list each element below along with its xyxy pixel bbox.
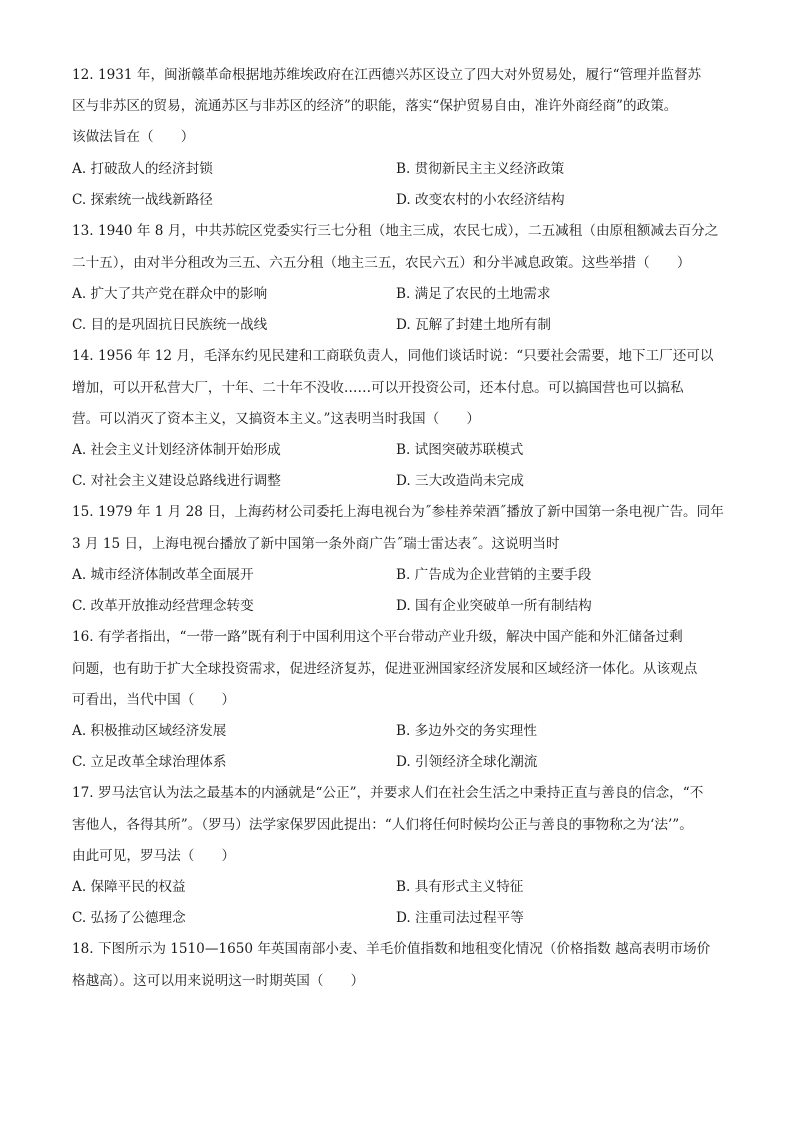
question-12-option-a: A. 打破敌人的经济封锁 [72,161,213,177]
question-14-option-a: A. 社会主义计划经济体制开始形成 [72,442,281,458]
question-13-option-b: B. 满足了农民的土地需求 [396,286,551,302]
question-14-option-d: D. 三大改造尚未完成 [396,473,524,489]
question-16-option-a: A. 积极推动区域经济发展 [72,723,227,739]
question-12-option-b: B. 贯彻新民主主义经济政策 [396,161,565,177]
question-12-line-2: 区与非苏区的贸易，流通苏区与非苏区的经济”的职能，落实“保护贸易自由，准许外商经商”的政策。 [72,98,678,114]
question-18-line-1: 18. 下图所示为 1510—1650 年英国南部小麦、羊毛价值指数和地租变化情况（价格指数 越高表明市场价 [72,941,711,957]
question-13-option-a: A. 扩大了共产党在群众中的影响 [72,286,268,302]
question-13-option-c: C. 目的是巩固抗日民族统一战线 [72,317,268,333]
question-13-option-d: D. 瓦解了封建土地所有制 [396,317,551,333]
question-14-line-2: 增加，可以开私营大厂，十年、二十年不没收……可以开投资公司，还本付息。可以搞国营也可以搞私 [72,380,684,396]
question-13-line-2: 二十五），由对半分租改为三五、六五分租（地主三五，农民六五）和分半减息政策。这些举措（ ） [72,255,691,271]
question-14-option-c: C. 对社会主义建设总路线进行调整 [72,473,281,489]
question-16-option-d: D. 引领经济全球化潮流 [396,754,538,770]
question-13-line-1: 13. 1940 年 8 月，中共苏皖区党委实行三七分租（地主三成，农民七成），二五减租（由原租额减去百分之 [72,223,719,239]
question-16-option-b: B. 多边外交的务实理性 [396,723,537,739]
question-15-line-2: 3 月 15 日，上海电视台播放了新中国第一条外商广告˝瑞士雷达表˝。这说明当时 [72,536,560,552]
question-18-line-2: 格越高）。这可以用来说明这一时期英国（ ） [72,973,365,989]
question-15-option-c: C. 改革开放推动经营理念转变 [72,598,254,614]
question-17-line-1: 17. 罗马法官认为法之最基本的内涵就是“公正”，并要求人们在社会生活之中秉持正直与善良的信念，“不 [72,785,704,801]
question-14-line-1: 14. 1956 年 12 月，毛泽东约见民建和工商联负责人，同他们谈话时说：“只要社会需要，地下工厂还可以 [72,348,714,364]
question-17-line-3: 由此可见，罗马法（ ） [72,848,236,864]
question-12-option-c: C. 探索统一战线新路径 [72,192,213,208]
question-17-option-c: C. 弘扬了公德理念 [72,910,186,926]
question-12-option-d: D. 改变农村的小农经济结构 [396,192,565,208]
question-17-option-d: D. 注重司法过程平等 [396,910,524,926]
question-16-line-3: 可看出，当代中国（ ） [72,692,236,708]
question-16-option-c: C. 立足改革全球治理体系 [72,754,227,770]
question-15-option-a: A. 城市经济体制改革全面展开 [72,567,254,583]
question-14-line-3: 营。可以消灭了资本主义，又搞资本主义。”这表明当时我国（ ） [72,411,480,427]
question-15-line-1: 15. 1979 年 1 月 28 日，上海药材公司委托上海电视台为˝参桂养荣酒˝播放了新中国第一条电视广告。同年 [72,504,724,520]
question-15-option-b: B. 广告成为企业营销的主要手段 [396,567,592,583]
question-16-line-1: 16. 有学者指出，“一带一路”既有利于中国利用这个平台带动产业升级，解决中国产能和外汇储备过剩 [72,629,683,645]
question-12-line-1: 12. 1931 年，闽浙赣革命根据地苏维埃政府在江西德兴苏区设立了四大对外贸易处，履行“管理并监督苏 [72,67,702,83]
question-16-line-2: 问题，也有助于扩大全球投资需求，促进经济复苏，促进亚洲国家经济发展和区域经济一体化。从该观点 [72,661,698,677]
question-17-option-a: A. 保障平民的权益 [72,879,186,895]
question-12-line-3: 该做法旨在（ ） [72,129,195,145]
question-15-option-d: D. 国有企业突破单一所有制结构 [396,598,592,614]
question-17-line-2: 害他人，各得其所”。（罗马）法学家保罗因此提出：“人们将任何时候均公正与善良的事物称之为‘法’”。 [72,817,693,833]
question-14-option-b: B. 试图突破苏联模式 [396,442,524,458]
question-17-option-b: B. 具有形式主义特征 [396,879,524,895]
